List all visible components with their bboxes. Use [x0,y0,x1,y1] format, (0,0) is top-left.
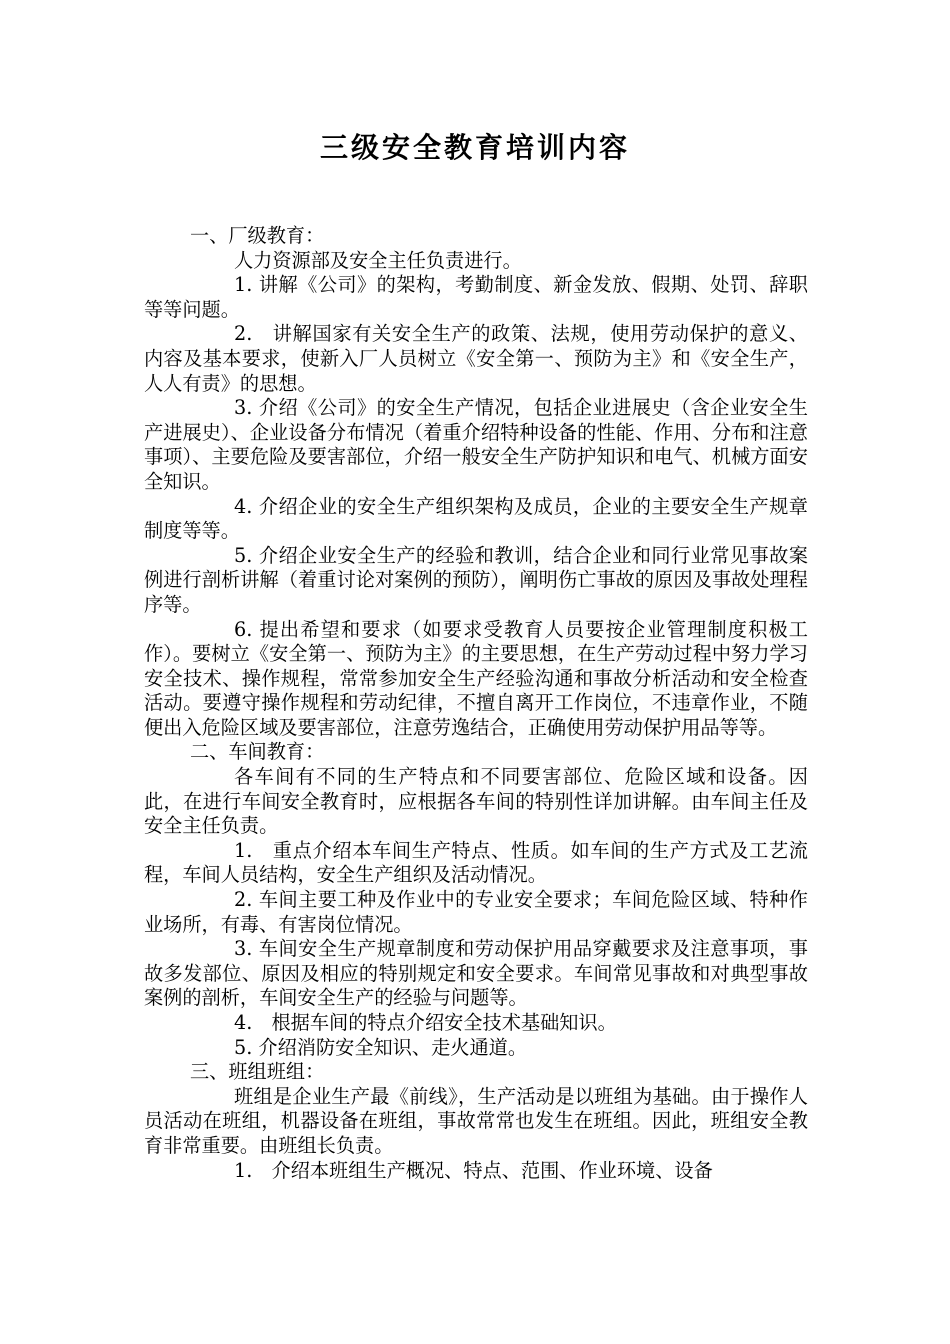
paragraph: 1. 介绍本班组生产概况、特点、范围、作业环境、设备 [234,1158,713,1182]
paragraph: 5. 介绍企业安全生产的经验和教训，结合企业和同行业常见事故案例进行剖析讲解（着重讨论对案例的预防），阐明伤亡事故的原因及事故处理程序等。 [144,543,808,616]
paragraph: 1. 重点介绍本车间生产特点、性质。如车间的生产方式及工艺流程，车间人员结构，安全生产组织及活动情况。 [144,838,808,887]
paragraph: 5. 介绍消防安全知识、走火通道。 [234,1035,528,1059]
paragraph: 各车间有不同的生产特点和不同要害部位、危险区域和设备。因此，在进行车间安全教育时，应根据各车间的特别性详加讲解。由车间主任及安全主任负责。 [144,765,808,838]
paragraph: 4. 根据车间的特点介绍安全技术基础知识。 [234,1011,617,1034]
section-heading-factory: 一、厂级教育： [190,224,325,247]
paragraph: 1. 讲解《公司》的架构，考勤制度、新金发放、假期、处罚、辞职等等问题。 [144,273,808,321]
section-heading-workshop: 二、车间教育： [190,740,325,764]
paragraph: 4. 介绍企业的安全生产组织架构及成员，企业的主要安全生产规章制度等等。 [144,494,808,543]
document-title: 三级安全教育培训内容 [319,131,630,164]
paragraph: 3. 介绍《公司》的安全生产情况，包括企业进展史（含企业安全生产进展史）、企业设备分布情况（着重介绍特种设备的性能、作用、分布和注意事项）、主要危险及要害部位，介绍一般安全生产防护知识和电气、机械方面安全知识。 [144,396,808,493]
document-body [144,224,808,1183]
paragraph: 2. 讲解国家有关安全生产的政策、法规，使用劳动保护的意义、内容及基本要求，使新入厂人员树立《安全第一、预防为主》和《安全生产，人人有责》的思想。 [144,322,808,395]
paragraph: 3. 车间安全生产规章制度和劳动保护用品穿戴要求及注意事项，事故多发部位、原因及相应的特别规定和安全要求。车间常见事故和对典型事故案例的剖析，车间安全生产的经验与问题等。 [144,937,808,1010]
paragraph: 6. 提出希望和要求（如要求受教育人员要按企业管理制度积极工作）。要树立《安全第一、预防为主》的主要思想，在生产劳动过程中努力学习安全技术、操作规程，常常参加安全生产经验沟通和事故分析活动和安全检查活动。要遵守操作规程和劳动纪律，不擅自离开工作岗位，不违章作业，不随便出入危险区域及要害部位，注意劳逸结合，正确使用劳动保护用品等等。 [144,617,808,739]
paragraph: 班组是企业生产最《前线》，生产活动是以班组为基础。由于操作人员活动在班组，机器设备在班组，事故常常也发生在班组。因此，班组安全教育非常重要。由班组长负责。 [144,1084,808,1157]
paragraph: 2. 车间主要工种及作业中的专业安全要求；车间危险区域、特种作业场所，有毒、有害岗位情况。 [144,888,808,936]
paragraph: 人力资源部及安全主任负责进行。 [234,248,522,272]
section-heading-team: 三、班组班组： [190,1060,325,1084]
